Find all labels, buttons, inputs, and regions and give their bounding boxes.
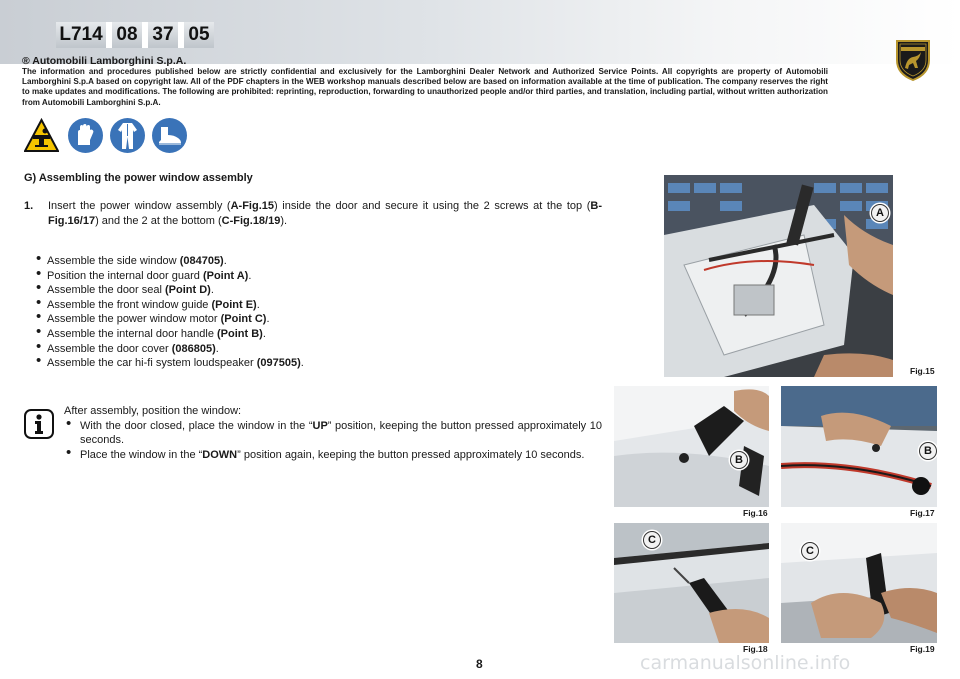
manual-code-subgroup: 37: [148, 22, 178, 48]
page-number: 8: [476, 657, 483, 671]
callout-c: C: [643, 531, 661, 549]
figure-17-caption: Fig.17: [910, 508, 935, 518]
figure-reference: A-Fig.15: [230, 200, 274, 212]
manual-code-group: 08: [112, 22, 142, 48]
copyright-title: ® Automobili Lamborghini S.p.A.: [22, 55, 187, 67]
list-item: • Assemble the side window (084705).: [36, 254, 304, 269]
step-number: 1.: [24, 200, 34, 212]
figure-reference: B-Fig.16/17: [48, 200, 602, 227]
list-item: • Assemble the door seal (Point D).: [36, 283, 304, 298]
list-item: • With the door closed, place the window in the “UP” position, keeping the button pressed approximately 10 seconds.: [64, 419, 602, 448]
figure-17-photo: [781, 386, 937, 507]
figure-15-photo: [664, 175, 893, 377]
step-text: ) and the 2 at the bottom (: [95, 214, 222, 227]
list-item: • Assemble the power window motor (Point C).: [36, 312, 304, 327]
list-item: • Position the internal door guard (Point A).: [36, 269, 304, 284]
assembly-bullet-list: [36, 254, 304, 371]
note-intro: After assembly, position the window:: [64, 405, 242, 417]
figure-19-caption: Fig.19: [910, 644, 935, 654]
figure-18-photo: [614, 523, 769, 643]
warning-hazard-icon: [24, 118, 59, 153]
safety-shoes-icon: [152, 118, 187, 153]
callout-b: B: [730, 451, 748, 469]
after-assembly-note: [64, 404, 602, 462]
manual-code-model: L714: [56, 22, 106, 48]
step-1-paragraph: [24, 199, 602, 228]
section-title: G) Assembling the power window assembly: [24, 172, 253, 184]
watermark-text: carmanualsonline.info: [640, 652, 851, 674]
lamborghini-logo: [894, 38, 932, 82]
info-icon: [24, 409, 54, 439]
step-text: ) inside the door and secure it using the 2 screws at the top (: [274, 200, 591, 212]
list-item: • Assemble the car hi-fi system loudspeaker (097505).: [36, 356, 304, 371]
figure-16-photo: [614, 386, 769, 507]
callout-a: A: [871, 204, 889, 222]
list-item: • Place the window in the “DOWN” position again, keeping the button pressed approximately 10 seconds.: [64, 448, 602, 463]
step-text: Insert the power window assembly (: [48, 200, 231, 212]
figure-15-caption: Fig.15: [910, 366, 935, 376]
figure-reference: C-Fig.18/19: [221, 214, 281, 227]
list-item: • Assemble the front window guide (Point E).: [36, 298, 304, 313]
callout-c: C: [801, 542, 819, 560]
copyright-notice: The information and procedures published below are strictly confidential and exclusively for the Lamborghini Dealer Network and Authorized Service Points. All copyrights are property of Automobili Lamborghini S.p.A based on copyright law. All of the PDF chapters in the WEB workshop manuals described below are based on information available at the time of publication. The company reserves the right to make updates and modifications. The following are prohibited: reprinting, reproduction, forwarding to unauthorized people and/or third parties, and translation, including partial, without written authorization from Automobili Lamborghini S.p.A.: [22, 67, 828, 107]
manual-code-section: 05: [184, 22, 214, 48]
step-text: ).: [280, 214, 288, 227]
list-item: • Assemble the door cover (086805).: [36, 342, 304, 357]
callout-b: B: [919, 442, 937, 460]
figure-16-caption: Fig.16: [743, 508, 768, 518]
list-item: • Assemble the internal door handle (Point B).: [36, 327, 304, 342]
overalls-icon: [110, 118, 145, 153]
figure-18-caption: Fig.18: [743, 644, 768, 654]
gloves-icon: [68, 118, 103, 153]
figure-19-photo: [781, 523, 937, 643]
